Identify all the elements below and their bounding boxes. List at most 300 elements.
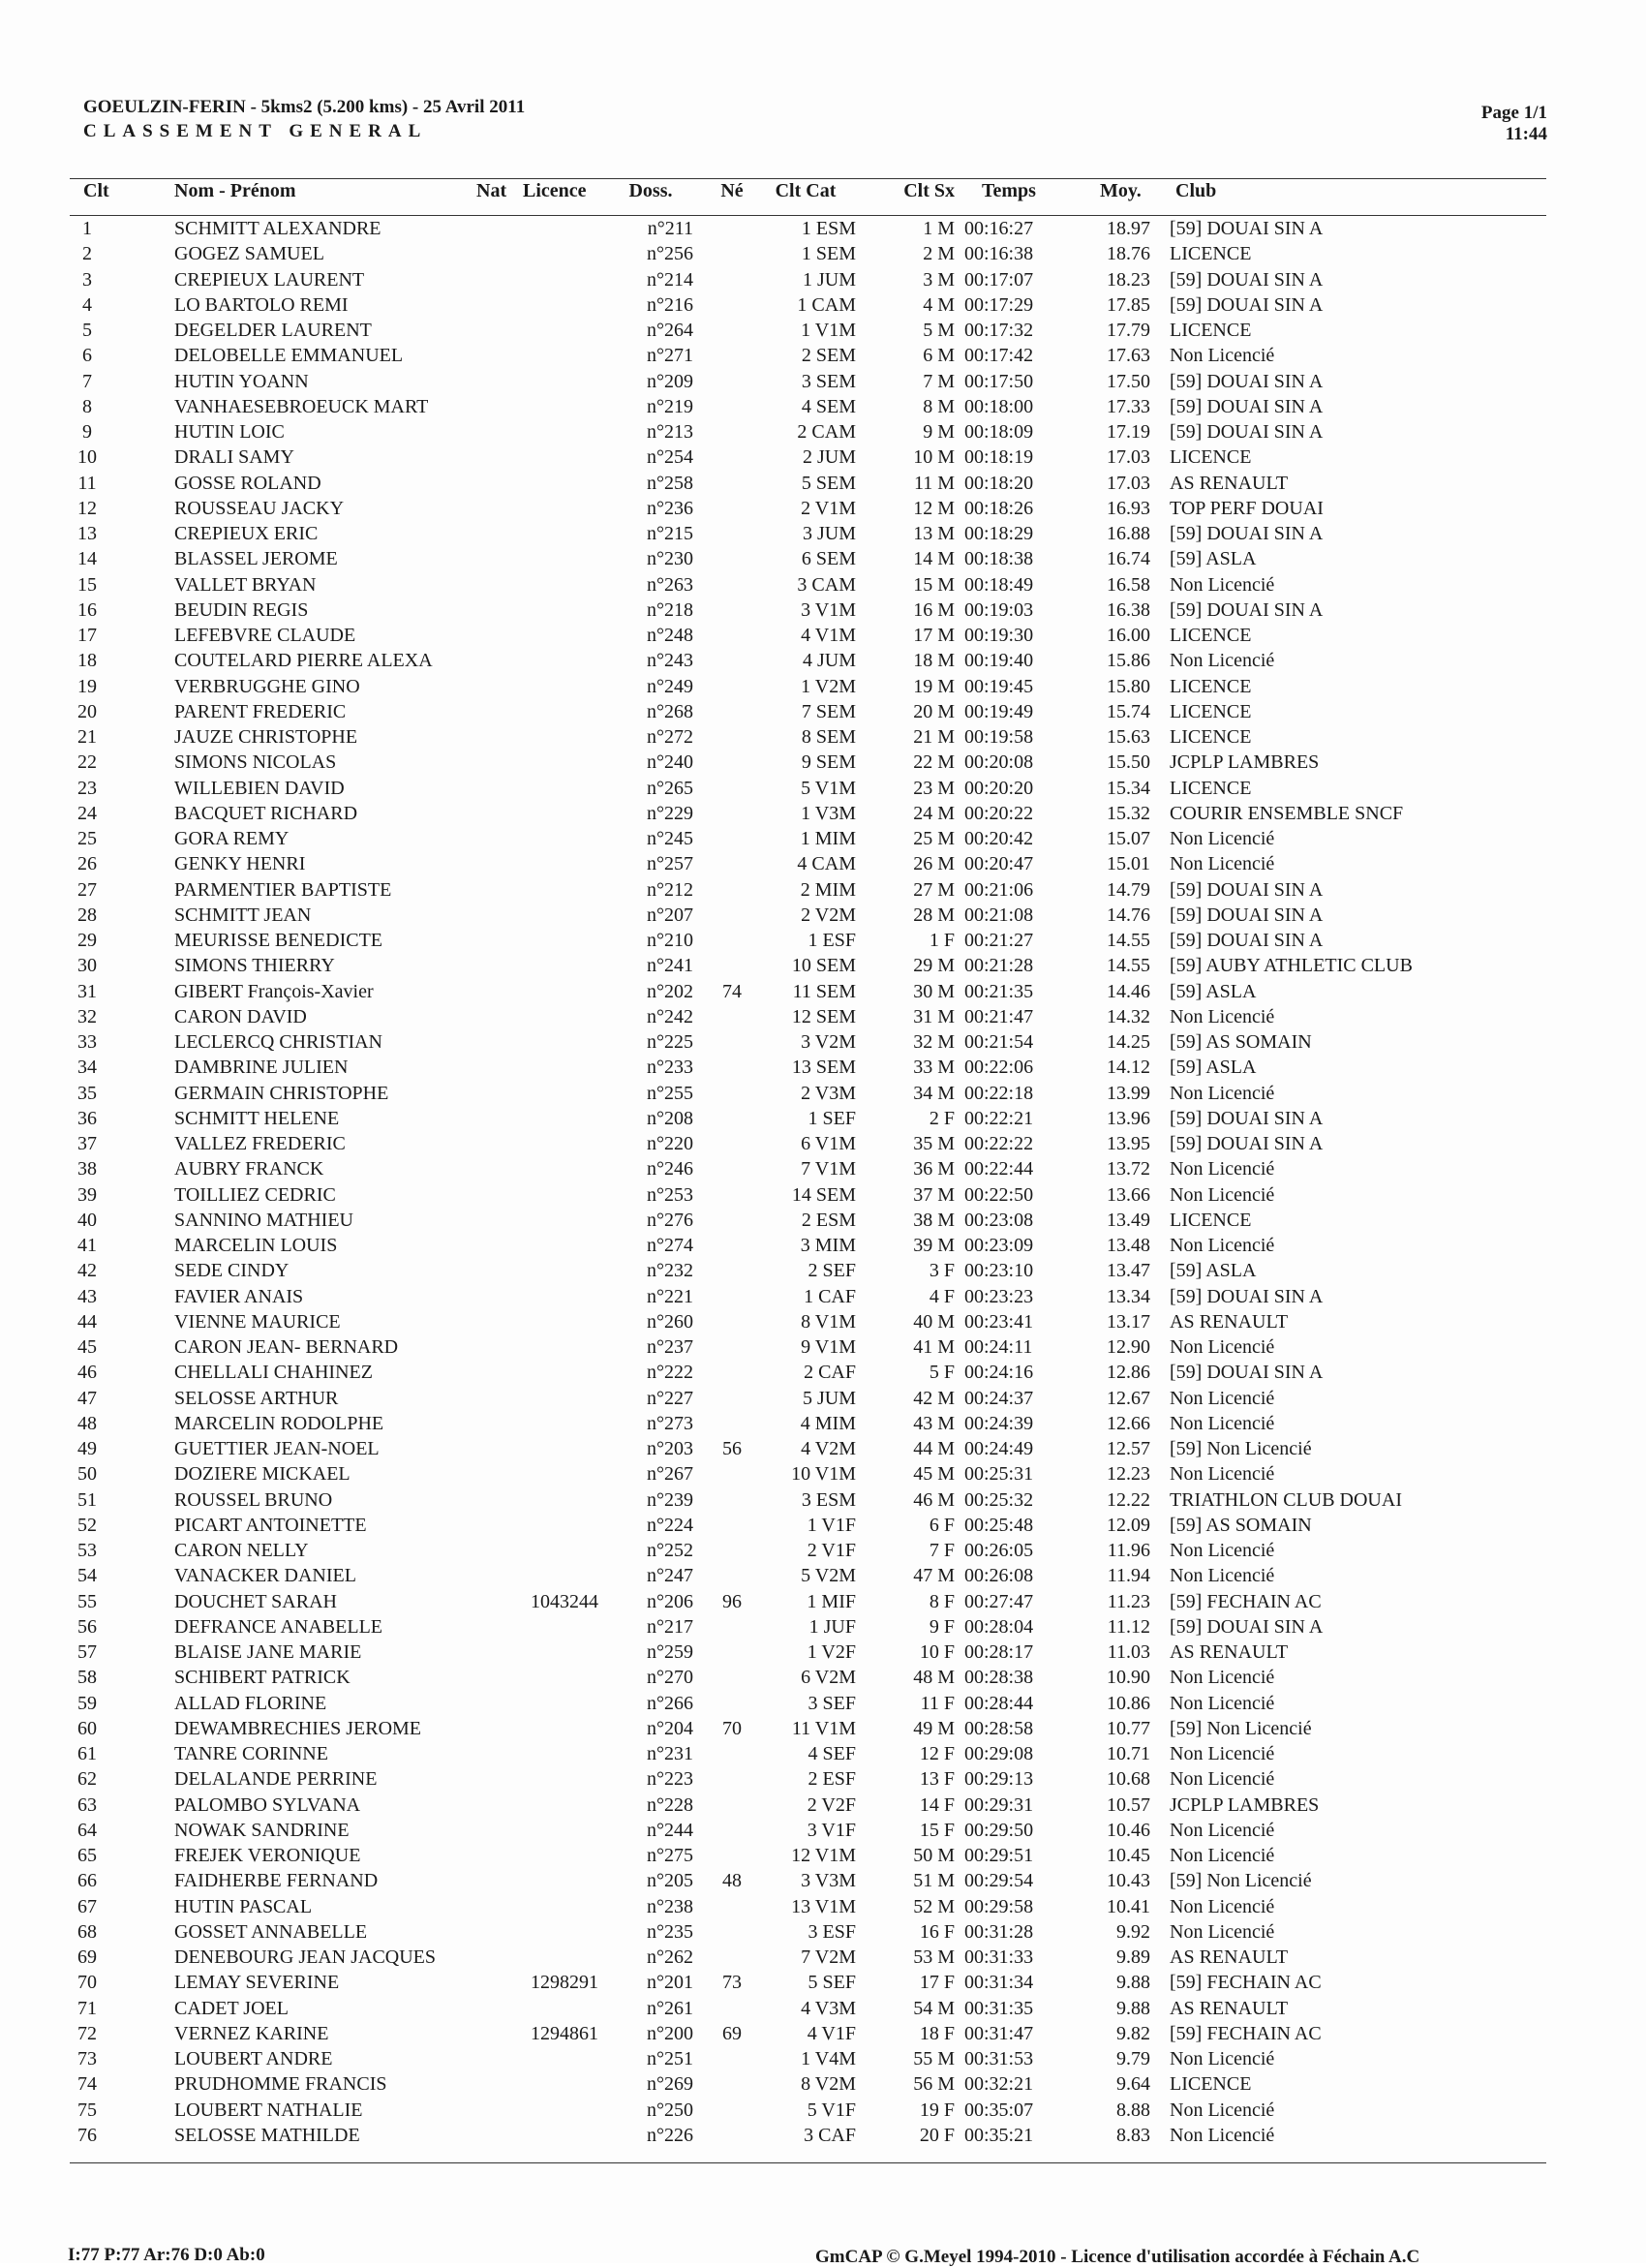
category-rank-cell: 1 SEF bbox=[808, 1107, 856, 1129]
dossard-cell: n°253 bbox=[647, 1183, 693, 1206]
dossard-cell: n°271 bbox=[647, 345, 693, 367]
club-cell: [59] ASLA bbox=[1170, 980, 1257, 1002]
club-cell: Non Licencié bbox=[1170, 2124, 1275, 2146]
category-rank-cell: 1 MIM bbox=[800, 828, 856, 849]
table-row bbox=[0, 241, 1646, 266]
sex-rank-cell: 50 M bbox=[913, 1845, 955, 1866]
dossard-cell: n°250 bbox=[647, 2099, 693, 2121]
speed-cell: 16.93 bbox=[1107, 497, 1150, 519]
speed-cell: 8.83 bbox=[1116, 2124, 1150, 2146]
table-row bbox=[0, 1411, 1646, 1436]
rank-cell: 76 bbox=[77, 2124, 97, 2146]
name-cell: VANHAESEBROEUCK MART bbox=[174, 395, 429, 417]
sex-rank-cell: 39 M bbox=[913, 1235, 955, 1256]
speed-cell: 15.50 bbox=[1107, 751, 1150, 774]
dossard-cell: n°248 bbox=[647, 625, 693, 646]
sex-rank-cell: 14 F bbox=[919, 1793, 955, 1816]
club-cell: [59] DOUAI SIN A bbox=[1170, 218, 1324, 239]
birth-cell: 56 bbox=[722, 1438, 742, 1459]
category-rank-cell: 9 V1M bbox=[801, 1336, 856, 1358]
speed-cell: 11.03 bbox=[1107, 1641, 1150, 1663]
sex-rank-cell: 22 M bbox=[913, 751, 955, 774]
name-cell: CADET JOEL bbox=[174, 1997, 289, 2019]
name-cell: ROUSSEAU JACKY bbox=[174, 497, 345, 519]
speed-cell: 17.03 bbox=[1107, 446, 1150, 469]
speed-cell: 17.79 bbox=[1107, 320, 1150, 341]
rank-cell: 52 bbox=[77, 1514, 97, 1536]
speed-cell: 10.68 bbox=[1107, 1768, 1150, 1791]
name-cell: DELALANDE PERRINE bbox=[174, 1768, 378, 1791]
club-cell: LICENCE bbox=[1170, 700, 1252, 722]
table-row bbox=[0, 1665, 1646, 1690]
dossard-cell: n°254 bbox=[647, 446, 693, 469]
sex-rank-cell: 11 F bbox=[920, 1692, 955, 1714]
sex-rank-cell: 55 M bbox=[913, 2048, 955, 2069]
club-cell: Non Licencié bbox=[1170, 1768, 1275, 1791]
rank-cell: 71 bbox=[77, 1997, 97, 2019]
speed-cell: 16.74 bbox=[1107, 548, 1150, 570]
birth-cell: 73 bbox=[722, 1972, 742, 1994]
sex-rank-cell: 18 F bbox=[919, 2022, 955, 2044]
time-cell: 00:27:47 bbox=[964, 1590, 1034, 1612]
time-cell: 00:29:31 bbox=[964, 1793, 1034, 1816]
category-rank-cell: 4 V3M bbox=[801, 1997, 856, 2019]
speed-cell: 10.71 bbox=[1107, 1743, 1150, 1764]
category-rank-cell: 4 CAM bbox=[797, 853, 856, 875]
sex-rank-cell: 17 M bbox=[913, 625, 955, 646]
time-cell: 00:16:27 bbox=[964, 218, 1034, 239]
rank-cell: 69 bbox=[77, 1946, 97, 1968]
time-cell: 00:22:50 bbox=[964, 1183, 1034, 1206]
rank-cell: 6 bbox=[82, 345, 92, 367]
table-row bbox=[0, 1793, 1646, 1818]
rank-cell: 58 bbox=[77, 1667, 97, 1689]
sex-rank-cell: 5 F bbox=[929, 1362, 955, 1384]
time-cell: 00:17:07 bbox=[964, 268, 1034, 291]
dossard-cell: n°246 bbox=[647, 1158, 693, 1180]
table-row bbox=[0, 1766, 1646, 1792]
time-cell: 00:29:58 bbox=[964, 1895, 1034, 1917]
dossard-cell: n°209 bbox=[647, 370, 693, 392]
dossard-cell: n°229 bbox=[647, 802, 693, 824]
table-row bbox=[0, 2071, 1646, 2097]
sex-rank-cell: 16 M bbox=[913, 598, 955, 621]
rank-cell: 59 bbox=[77, 1692, 97, 1714]
name-cell: SEDE CINDY bbox=[174, 1260, 290, 1282]
time-cell: 00:26:05 bbox=[964, 1540, 1034, 1561]
club-cell: [59] DOUAI SIN A bbox=[1170, 930, 1324, 951]
club-cell: AS RENAULT bbox=[1170, 1641, 1289, 1663]
club-cell: [59] DOUAI SIN A bbox=[1170, 1615, 1324, 1638]
category-rank-cell: 2 CAF bbox=[804, 1362, 856, 1384]
sex-rank-cell: 1 F bbox=[929, 930, 955, 951]
category-rank-cell: 6 SEM bbox=[801, 548, 856, 570]
print-time: 11:44 bbox=[1505, 124, 1547, 144]
speed-cell: 16.00 bbox=[1107, 625, 1150, 646]
name-cell: DRALI SAMY bbox=[174, 446, 294, 469]
rank-cell: 36 bbox=[77, 1107, 97, 1129]
category-rank-cell: 1 CAM bbox=[797, 293, 856, 316]
club-cell: [59] Non Licencié bbox=[1170, 1870, 1312, 1892]
name-cell: VALLEZ FREDERIC bbox=[174, 1133, 346, 1154]
sex-rank-cell: 13 F bbox=[919, 1768, 955, 1791]
category-rank-cell: 3 V2M bbox=[801, 1031, 856, 1053]
race-title: GOEULZIN-FERIN - 5kms2 (5.200 kms) - 25 Avril 2011 bbox=[83, 97, 526, 117]
footer-stats: I:77 P:77 Ar:76 D:0 Ab:0 bbox=[68, 2245, 265, 2265]
rank-cell: 17 bbox=[77, 625, 97, 646]
rank-cell: 74 bbox=[77, 2073, 97, 2096]
time-cell: 00:23:10 bbox=[964, 1260, 1034, 1282]
dossard-cell: n°211 bbox=[647, 218, 693, 239]
sex-rank-cell: 21 M bbox=[913, 726, 955, 748]
table-row bbox=[0, 1258, 1646, 1283]
time-cell: 00:24:11 bbox=[964, 1336, 1033, 1358]
time-cell: 00:21:35 bbox=[964, 980, 1034, 1002]
table-row bbox=[0, 2046, 1646, 2071]
speed-cell: 15.80 bbox=[1107, 675, 1150, 697]
club-cell: [59] DOUAI SIN A bbox=[1170, 904, 1324, 926]
table-row bbox=[0, 267, 1646, 292]
speed-cell: 9.64 bbox=[1116, 2073, 1150, 2096]
category-rank-cell: 2 V1M bbox=[801, 497, 856, 519]
name-cell: DEWAMBRECHIES JEROME bbox=[174, 1717, 422, 1739]
sex-rank-cell: 19 M bbox=[913, 675, 955, 697]
club-cell: Non Licencié bbox=[1170, 573, 1275, 596]
table-row bbox=[0, 1538, 1646, 1563]
club-cell: LICENCE bbox=[1170, 675, 1252, 697]
speed-cell: 15.63 bbox=[1107, 726, 1150, 748]
speed-cell: 12.09 bbox=[1107, 1514, 1150, 1536]
club-cell: TRIATHLON CLUB DOUAI bbox=[1170, 1488, 1402, 1511]
club-cell: JCPLP LAMBRES bbox=[1170, 1793, 1320, 1816]
dossard-cell: n°238 bbox=[647, 1895, 693, 1917]
name-cell: BEUDIN REGIS bbox=[174, 598, 309, 621]
speed-cell: 13.99 bbox=[1107, 1082, 1150, 1104]
time-cell: 00:21:47 bbox=[964, 1005, 1034, 1027]
category-rank-cell: 4 V1F bbox=[807, 2022, 856, 2044]
time-cell: 00:18:49 bbox=[964, 573, 1034, 596]
sex-rank-cell: 54 M bbox=[913, 1997, 955, 2019]
sex-rank-cell: 24 M bbox=[913, 802, 955, 824]
speed-cell: 13.34 bbox=[1107, 1285, 1150, 1307]
sex-rank-cell: 19 F bbox=[919, 2099, 955, 2121]
sex-rank-cell: 41 M bbox=[913, 1336, 955, 1358]
dossard-cell: n°257 bbox=[647, 853, 693, 875]
category-rank-cell: 3 V3M bbox=[801, 1870, 856, 1892]
rank-cell: 54 bbox=[77, 1565, 97, 1587]
rank-cell: 65 bbox=[77, 1845, 97, 1866]
sex-rank-cell: 7 F bbox=[929, 1540, 955, 1561]
speed-cell: 17.19 bbox=[1107, 421, 1150, 443]
speed-cell: 13.17 bbox=[1107, 1310, 1150, 1333]
sex-rank-cell: 4 M bbox=[923, 293, 955, 316]
category-rank-cell: 4 SEM bbox=[801, 395, 856, 417]
dossard-cell: n°216 bbox=[647, 293, 693, 316]
speed-cell: 14.46 bbox=[1107, 980, 1150, 1002]
club-cell: LICENCE bbox=[1170, 446, 1252, 469]
table-row bbox=[0, 648, 1646, 673]
name-cell: GOGEZ SAMUEL bbox=[174, 243, 324, 265]
dossard-cell: n°226 bbox=[647, 2124, 693, 2146]
category-rank-cell: 2 ESF bbox=[808, 1768, 856, 1791]
club-cell: Non Licencié bbox=[1170, 1183, 1275, 1206]
speed-cell: 14.32 bbox=[1107, 1005, 1150, 1027]
birth-cell: 74 bbox=[722, 980, 742, 1002]
dossard-cell: n°262 bbox=[647, 1946, 693, 1968]
time-cell: 00:22:18 bbox=[964, 1082, 1034, 1104]
speed-cell: 14.79 bbox=[1107, 878, 1150, 901]
time-cell: 00:25:31 bbox=[964, 1463, 1034, 1486]
speed-cell: 14.25 bbox=[1107, 1031, 1150, 1053]
col-header-name: Nom - Prénom bbox=[174, 180, 296, 201]
category-rank-cell: 1 V3M bbox=[801, 802, 856, 824]
dossard-cell: n°210 bbox=[647, 930, 693, 951]
sex-rank-cell: 34 M bbox=[913, 1082, 955, 1104]
club-cell: [59] AS SOMAIN bbox=[1170, 1514, 1312, 1536]
category-rank-cell: 2 V3M bbox=[801, 1082, 856, 1104]
club-cell: Non Licencié bbox=[1170, 1845, 1275, 1866]
rank-cell: 29 bbox=[77, 930, 97, 951]
rank-cell: 70 bbox=[77, 1972, 97, 1994]
club-cell: [59] DOUAI SIN A bbox=[1170, 1362, 1324, 1384]
club-cell: LICENCE bbox=[1170, 320, 1252, 341]
sex-rank-cell: 8 F bbox=[929, 1590, 955, 1612]
rank-cell: 19 bbox=[77, 675, 97, 697]
dossard-cell: n°255 bbox=[647, 1082, 693, 1104]
rank-cell: 41 bbox=[77, 1235, 97, 1256]
sex-rank-cell: 36 M bbox=[913, 1158, 955, 1180]
sex-rank-cell: 32 M bbox=[913, 1031, 955, 1053]
name-cell: CARON JEAN- BERNARD bbox=[174, 1336, 399, 1358]
rank-cell: 50 bbox=[77, 1463, 97, 1486]
table-row bbox=[0, 750, 1646, 775]
time-cell: 00:19:40 bbox=[964, 650, 1034, 672]
category-rank-cell: 3 V1F bbox=[807, 1819, 856, 1841]
time-cell: 00:35:21 bbox=[964, 2124, 1034, 2146]
rank-cell: 66 bbox=[77, 1870, 97, 1892]
sex-rank-cell: 10 F bbox=[919, 1641, 955, 1663]
name-cell: FREJEK VERONIQUE bbox=[174, 1845, 361, 1866]
name-cell: SIMONS NICOLAS bbox=[174, 751, 337, 774]
sex-rank-cell: 29 M bbox=[913, 955, 955, 977]
table-row bbox=[0, 1055, 1646, 1080]
speed-cell: 11.96 bbox=[1107, 1540, 1150, 1561]
rank-cell: 62 bbox=[77, 1768, 97, 1791]
club-cell: Non Licencié bbox=[1170, 1819, 1275, 1841]
time-cell: 00:35:07 bbox=[964, 2099, 1034, 2121]
time-cell: 00:17:50 bbox=[964, 370, 1034, 392]
category-rank-cell: 4 V1M bbox=[801, 625, 856, 646]
sex-rank-cell: 38 M bbox=[913, 1209, 955, 1231]
club-cell: AS RENAULT bbox=[1170, 1997, 1289, 2019]
time-cell: 00:31:28 bbox=[964, 1920, 1034, 1943]
time-cell: 00:29:50 bbox=[964, 1819, 1034, 1841]
dossard-cell: n°261 bbox=[647, 1997, 693, 2019]
club-cell: [59] DOUAI SIN A bbox=[1170, 878, 1324, 901]
club-cell: Non Licencié bbox=[1170, 1743, 1275, 1764]
dossard-cell: n°258 bbox=[647, 472, 693, 494]
birth-cell: 69 bbox=[722, 2022, 742, 2044]
category-rank-cell: 10 SEM bbox=[791, 955, 856, 977]
club-cell: [59] DOUAI SIN A bbox=[1170, 421, 1324, 443]
sex-rank-cell: 43 M bbox=[913, 1412, 955, 1434]
category-rank-cell: 8 SEM bbox=[801, 726, 856, 748]
category-rank-cell: 1 V2M bbox=[801, 675, 856, 697]
club-cell: TOP PERF DOUAI bbox=[1170, 497, 1324, 519]
dossard-cell: n°270 bbox=[647, 1667, 693, 1689]
speed-cell: 15.32 bbox=[1107, 802, 1150, 824]
club-cell: Non Licencié bbox=[1170, 1005, 1275, 1027]
col-header-club: Club bbox=[1175, 180, 1217, 201]
club-cell: Non Licencié bbox=[1170, 1920, 1275, 1943]
sex-rank-cell: 33 M bbox=[913, 1057, 955, 1079]
name-cell: SCHMITT ALEXANDRE bbox=[174, 218, 381, 239]
rank-cell: 47 bbox=[77, 1387, 97, 1409]
name-cell: LECLERCQ CHRISTIAN bbox=[174, 1031, 382, 1053]
rank-cell: 21 bbox=[77, 726, 97, 748]
speed-cell: 15.07 bbox=[1107, 828, 1150, 849]
birth-cell: 96 bbox=[722, 1590, 742, 1612]
rank-cell: 44 bbox=[77, 1310, 97, 1333]
table-row bbox=[0, 1081, 1646, 1106]
table-row bbox=[0, 2021, 1646, 2046]
sex-rank-cell: 53 M bbox=[913, 1946, 955, 1968]
club-cell: [59] DOUAI SIN A bbox=[1170, 395, 1324, 417]
category-rank-cell: 4 JUM bbox=[802, 650, 856, 672]
sex-rank-cell: 10 M bbox=[913, 446, 955, 469]
speed-cell: 9.88 bbox=[1116, 1972, 1150, 1994]
licence-cell: 1294861 bbox=[531, 2022, 598, 2044]
club-cell: [59] FECHAIN AC bbox=[1170, 1972, 1322, 1994]
category-rank-cell: 12 V1M bbox=[791, 1845, 856, 1866]
rank-cell: 11 bbox=[77, 472, 97, 494]
dossard-cell: n°273 bbox=[647, 1412, 693, 1434]
time-cell: 00:20:08 bbox=[964, 751, 1034, 774]
sex-rank-cell: 12 M bbox=[913, 497, 955, 519]
rank-cell: 38 bbox=[77, 1158, 97, 1180]
sex-rank-cell: 20 M bbox=[913, 700, 955, 722]
club-cell: Non Licencié bbox=[1170, 1235, 1275, 1256]
time-cell: 00:18:09 bbox=[964, 421, 1034, 443]
time-cell: 00:24:49 bbox=[964, 1438, 1034, 1459]
table-row bbox=[0, 1309, 1646, 1334]
time-cell: 00:28:58 bbox=[964, 1717, 1034, 1739]
dossard-cell: n°214 bbox=[647, 268, 693, 291]
licence-cell: 1298291 bbox=[531, 1972, 598, 1994]
name-cell: GUETTIER JEAN-NOEL bbox=[174, 1438, 380, 1459]
rank-cell: 9 bbox=[82, 421, 92, 443]
rank-cell: 75 bbox=[77, 2099, 97, 2121]
table-row bbox=[0, 1208, 1646, 1233]
table-row bbox=[0, 292, 1646, 318]
name-cell: GERMAIN CHRISTOPHE bbox=[174, 1082, 389, 1104]
name-cell: JAUZE CHRISTOPHE bbox=[174, 726, 358, 748]
dossard-cell: n°233 bbox=[647, 1057, 693, 1079]
category-rank-cell: 1 MIF bbox=[807, 1590, 856, 1612]
speed-cell: 18.97 bbox=[1107, 218, 1150, 239]
rank-cell: 57 bbox=[77, 1641, 97, 1663]
table-row bbox=[0, 877, 1646, 903]
table-row bbox=[0, 1589, 1646, 1614]
name-cell: BLAISE JANE MARIE bbox=[174, 1641, 362, 1663]
speed-cell: 11.12 bbox=[1107, 1615, 1150, 1638]
club-cell: [59] DOUAI SIN A bbox=[1170, 370, 1324, 392]
speed-cell: 13.49 bbox=[1107, 1209, 1150, 1231]
time-cell: 00:22:06 bbox=[964, 1057, 1034, 1079]
category-rank-cell: 3 SEF bbox=[808, 1692, 856, 1714]
licence-cell: 1043244 bbox=[531, 1590, 598, 1612]
speed-cell: 13.47 bbox=[1107, 1260, 1150, 1282]
club-cell: LICENCE bbox=[1170, 777, 1252, 799]
sex-rank-cell: 9 M bbox=[923, 421, 955, 443]
rank-cell: 8 bbox=[82, 395, 92, 417]
name-cell: PALOMBO SYLVANA bbox=[174, 1793, 361, 1816]
club-cell: [59] FECHAIN AC bbox=[1170, 2022, 1322, 2044]
dossard-cell: n°242 bbox=[647, 1005, 693, 1027]
rank-cell: 40 bbox=[77, 1209, 97, 1231]
table-row bbox=[0, 318, 1646, 343]
speed-cell: 14.55 bbox=[1107, 930, 1150, 951]
name-cell: VIENNE MAURICE bbox=[174, 1310, 341, 1333]
dossard-cell: n°251 bbox=[647, 2048, 693, 2069]
time-cell: 00:20:22 bbox=[964, 802, 1034, 824]
col-header-birth: Né bbox=[720, 180, 744, 201]
speed-cell: 18.76 bbox=[1107, 243, 1150, 265]
table-row bbox=[0, 1284, 1646, 1309]
sex-rank-cell: 52 M bbox=[913, 1895, 955, 1917]
name-cell: AUBRY FRANCK bbox=[174, 1158, 324, 1180]
speed-cell: 16.88 bbox=[1107, 523, 1150, 544]
dossard-cell: n°239 bbox=[647, 1488, 693, 1511]
name-cell: VERNEZ KARINE bbox=[174, 2022, 329, 2044]
sex-rank-cell: 11 M bbox=[913, 472, 955, 494]
name-cell: DOZIERE MICKAEL bbox=[174, 1463, 351, 1486]
table-row bbox=[0, 343, 1646, 368]
sex-rank-cell: 42 M bbox=[913, 1387, 955, 1409]
dossard-cell: n°201 bbox=[647, 1972, 693, 1994]
club-cell: [59] DOUAI SIN A bbox=[1170, 598, 1324, 621]
sex-rank-cell: 12 F bbox=[919, 1743, 955, 1764]
club-cell: [59] Non Licencié bbox=[1170, 1717, 1312, 1739]
dossard-cell: n°207 bbox=[647, 904, 693, 926]
category-rank-cell: 2 CAM bbox=[797, 421, 856, 443]
rank-cell: 18 bbox=[77, 650, 97, 672]
name-cell: CREPIEUX LAURENT bbox=[174, 268, 365, 291]
table-row bbox=[0, 826, 1646, 851]
speed-cell: 13.72 bbox=[1107, 1158, 1150, 1180]
club-cell: Non Licencié bbox=[1170, 1158, 1275, 1180]
category-rank-cell: 1 ESF bbox=[808, 930, 856, 951]
name-cell: PARENT FREDERIC bbox=[174, 700, 347, 722]
club-cell: Non Licencié bbox=[1170, 828, 1275, 849]
speed-cell: 17.33 bbox=[1107, 395, 1150, 417]
time-cell: 00:19:30 bbox=[964, 625, 1034, 646]
table-row bbox=[0, 419, 1646, 444]
speed-cell: 10.45 bbox=[1107, 1845, 1150, 1866]
category-rank-cell: 6 V1M bbox=[801, 1133, 856, 1154]
time-cell: 00:25:48 bbox=[964, 1514, 1034, 1536]
time-cell: 00:21:54 bbox=[964, 1031, 1034, 1053]
speed-cell: 14.76 bbox=[1107, 904, 1150, 926]
dossard-cell: n°275 bbox=[647, 1845, 693, 1866]
dossard-cell: n°272 bbox=[647, 726, 693, 748]
club-cell: Non Licencié bbox=[1170, 1540, 1275, 1561]
table-row bbox=[0, 1461, 1646, 1486]
category-rank-cell: 1 ESM bbox=[801, 218, 856, 239]
category-rank-cell: 2 SEF bbox=[808, 1260, 856, 1282]
name-cell: GENKY HENRI bbox=[174, 853, 306, 875]
rank-cell: 2 bbox=[82, 243, 92, 265]
